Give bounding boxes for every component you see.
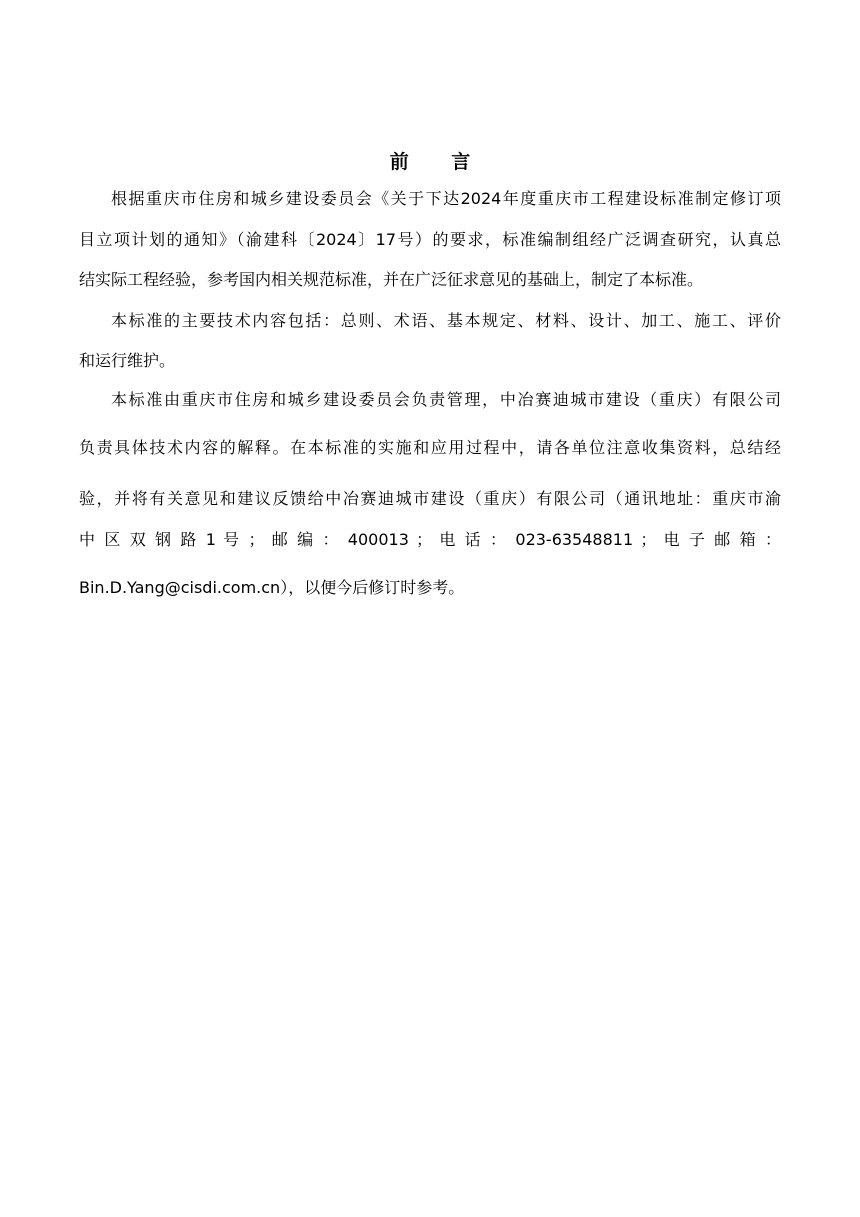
- text-line: 和运行维护。: [79, 351, 176, 370]
- text-line: 根据重庆市住房和城乡建设委员会《关于下达2024年度重庆市工程建设标准制定修订项: [111, 189, 781, 208]
- text-line: 目立项计划的通知》（渝建科〔2024〕17号）的要求，标准编制组经广泛调查研究，认真总: [79, 230, 781, 249]
- text-line: 中 区 双 钢 路 1 号 ； 邮 编 ： 400013 ； 电 话 ： 023-63548811 ； 电 子 邮 箱 ：: [79, 530, 781, 549]
- text-line: 结实际工程经验，参考国内相关规范标准，并在广泛征求意见的基础上，制定了本标准。: [79, 270, 704, 289]
- text-line: 验，并将有关意见和建议反馈给中冶赛迪城市建设（重庆）有限公司（通讯地址：重庆市渝: [79, 489, 781, 508]
- text-line: 本标准由重庆市住房和城乡建设委员会负责管理，中冶赛迪城市建设（重庆）有限公司: [111, 390, 781, 409]
- page-title: 前 言: [389, 151, 489, 173]
- text-line: 负责具体技术内容的解释。在本标准的实施和应用过程中，请各单位注意收集资料，总结经: [79, 438, 781, 457]
- text-line: Bin.D.Yang@cisdi.com.cn），以便今后修订时参考。: [79, 578, 465, 597]
- text-line: 本标准的主要技术内容包括：总则、术语、基本规定、材料、设计、加工、施工、评价: [111, 311, 781, 330]
